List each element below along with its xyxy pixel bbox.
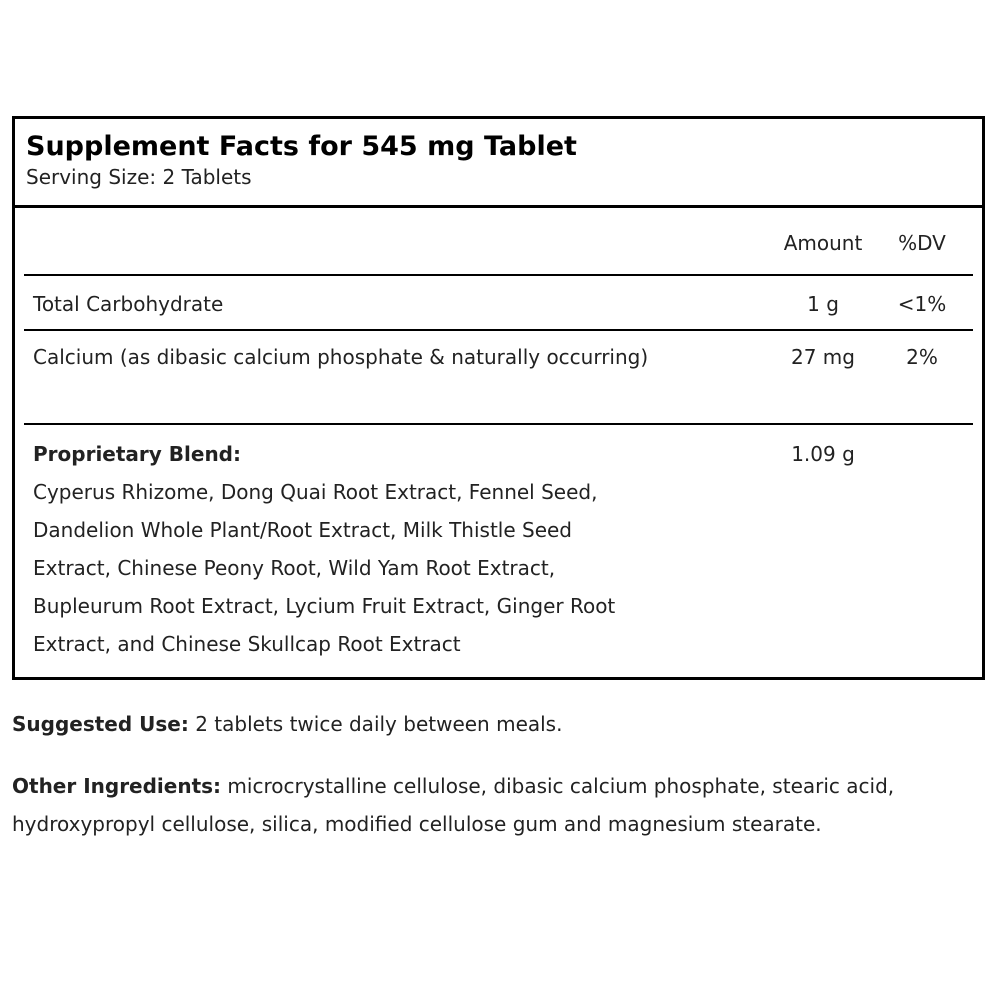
nutrient-amount: 1 g (807, 292, 839, 316)
nutrient-dv: 2% (906, 345, 938, 369)
other-ingredients-text: microcrystalline cellulose, dibasic calcium phosphate, stearic acid, hydroxypropyl cellulose, silica, modified cellulose gum and magnesium stearate. (12, 774, 895, 836)
table-row (24, 276, 973, 331)
nutrient-dv: <1% (897, 292, 947, 316)
facts-title: Supplement Facts for 545 mg Tablet (26, 131, 577, 162)
other-ingredients-label: Other Ingredients: (12, 774, 222, 798)
column-header-name (24, 224, 759, 274)
proprietary-blend-row (24, 425, 973, 663)
nutrient-amount: 27 mg (791, 345, 855, 369)
proprietary-blend-amount: 1.09 g (791, 442, 855, 466)
table-row (24, 331, 973, 425)
suggested-use-text: 2 tablets twice daily between meals. (188, 712, 563, 736)
nutrient-name: Total Carbohydrate (33, 292, 224, 316)
supplement-facts-panel (12, 116, 985, 680)
proprietary-blend-cell (24, 435, 759, 663)
suggested-use (12, 705, 992, 743)
proprietary-blend-title: Proprietary Blend: (33, 442, 241, 466)
facts-header (15, 119, 982, 208)
other-ingredients (12, 767, 1000, 843)
facts-table (24, 208, 973, 663)
column-header-dv: %DV (898, 231, 946, 255)
proprietary-blend-ingredients: Cyperus Rhizome, Dong Quai Root Extract, Fennel Seed, Dandelion Whole Plant/Root Extract, Milk Thistle Seed Extract, Chinese Peony Root, Wild Yam Root Extract, Bupleurum Root Extract, Lycium Fruit Extract, Ginger Root Extract, and Chinese Skullcap Root Extract (33, 480, 616, 656)
proprietary-blend-dv (887, 435, 973, 663)
serving-size: Serving Size: 2 Tablets (26, 165, 252, 189)
column-header-amount: Amount (783, 231, 863, 255)
nutrient-name: Calcium (as dibasic calcium phosphate & naturally occurring) (33, 345, 649, 369)
suggested-use-label: Suggested Use: (12, 712, 189, 736)
column-header-row (24, 208, 973, 276)
